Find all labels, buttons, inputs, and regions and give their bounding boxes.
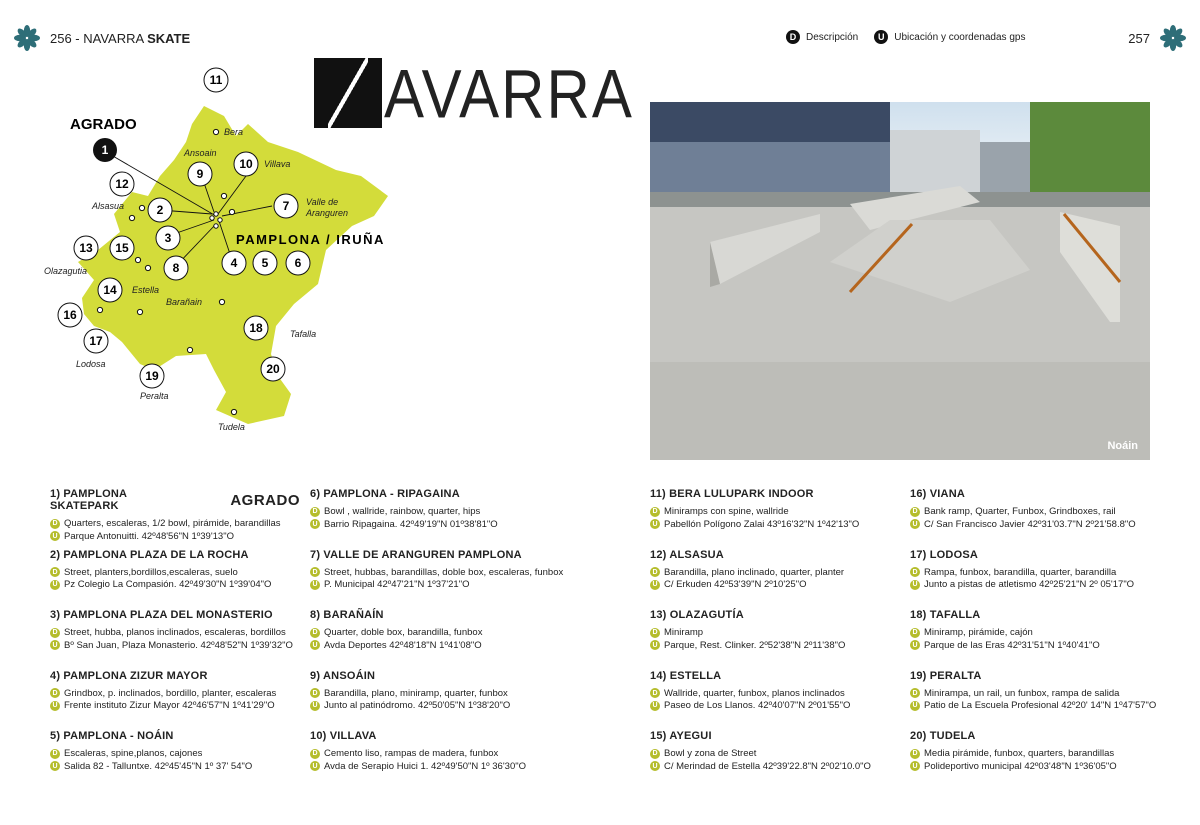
description-badge-icon: D <box>910 567 920 577</box>
location-badge-icon: U <box>650 761 660 771</box>
spot-description: D Bank ramp, Quarter, Funbox, Grindboxes, rail <box>910 506 1160 517</box>
description-badge-icon: D <box>50 519 60 529</box>
description-badge-icon: D <box>310 628 320 638</box>
spot-entry <box>310 488 560 549</box>
map-marker-9 <box>188 162 212 186</box>
asterisk-icon <box>14 25 40 51</box>
spot-entry <box>50 549 300 610</box>
spots-column-2 <box>310 488 564 791</box>
svg-text:13: 13 <box>79 241 93 255</box>
spot-location: U Paseo de Los Llanos. 42º40'07"N 2º01'55"O <box>650 700 900 711</box>
spot-location: U Polideportivo municipal 42º03'48"N 1º36'05"O <box>910 761 1160 772</box>
location-badge-icon: U <box>910 519 920 529</box>
svg-text:3: 3 <box>164 231 172 245</box>
spot-description: D Quarter, doble box, barandilla, funbox <box>310 627 560 638</box>
map-marker-16 <box>58 303 82 327</box>
spot-location: U Barrio Ripagaina. 42º49'19"N 01º38'81"O <box>310 519 560 530</box>
spot-entry <box>310 609 560 670</box>
spot-entry <box>50 609 300 670</box>
spot-entry <box>50 488 300 549</box>
page-title: AVARRA <box>314 58 634 128</box>
location-badge-icon: U <box>310 761 320 771</box>
description-badge-icon: D <box>50 749 60 759</box>
location-badge-icon: U <box>50 580 60 590</box>
spot-location: U Patio de La Escuela Profesional 42º20' 14"N 1º47'57"O <box>910 700 1160 711</box>
spot-title: 9) ANSOÁIN <box>310 669 376 682</box>
location-badge-icon: U <box>50 531 60 541</box>
map-marker-18 <box>244 316 268 340</box>
spot-description: D Street, hubbas, barandillas, doble box, escaleras, funbox <box>310 567 560 578</box>
location-badge-icon: U <box>50 761 60 771</box>
map-marker-7 <box>274 194 298 218</box>
spot-location: U Pz Colegio La Compasión. 42º49'30"N 1º39'04"O <box>50 579 300 590</box>
location-badge-icon: U <box>50 640 60 650</box>
svg-text:11: 11 <box>209 73 223 87</box>
description-badge-icon: D <box>310 688 320 698</box>
location-badge-icon: U <box>910 701 920 711</box>
spot-entry <box>50 730 300 791</box>
photo-caption: Noáin <box>1107 440 1138 452</box>
town-label: Villava <box>264 159 291 169</box>
map-marker-10 <box>234 152 258 176</box>
spots-column-4 <box>910 488 1160 791</box>
spot-entry <box>650 549 900 610</box>
spot-title: 17) LODOSA <box>910 548 979 561</box>
spot-title: 19) PERALTA <box>910 669 982 682</box>
town-label: Peralta <box>140 391 169 401</box>
town-label: Bera <box>224 127 244 137</box>
map-marker-12 <box>110 172 134 196</box>
spot-title: 18) TAFALLA <box>910 609 981 621</box>
spot-location: U Parque, Rest. Clinker. 2º52'38"N 2º11'38"O <box>650 640 900 651</box>
svg-text:1: 1 <box>101 143 109 157</box>
spot-title: 6) PAMPLONA - RIPAGAINA <box>310 488 460 500</box>
location-badge-icon: U <box>310 701 320 711</box>
spot-entry <box>650 488 900 549</box>
svg-text:6: 6 <box>294 256 302 270</box>
right-page-number: 257 <box>1128 30 1150 46</box>
town-label: Ansoain <box>184 148 217 158</box>
description-badge-icon: D <box>910 628 920 638</box>
spot-title: 15) AYEGUI <box>650 730 712 742</box>
town-label: Aranguren <box>306 208 349 218</box>
description-badge-icon: D <box>50 688 60 698</box>
description-badge-icon: D <box>50 567 60 577</box>
town-label: Alsasua <box>92 201 125 211</box>
svg-text:4: 4 <box>230 256 238 270</box>
spot-location: U Salida 82 - Talluntxe. 42º45'45"N 1º 37' 54"O <box>50 761 300 772</box>
map-marker-17 <box>84 329 108 353</box>
spots-column-3 <box>650 488 900 791</box>
spot-description: D Barandilla, plano, miniramp, quarter, funbox <box>310 688 560 699</box>
spot-location: U C/ Erkuden 42º53'39"N 2º10'25"O <box>650 579 900 590</box>
location-badge-icon: U <box>910 580 920 590</box>
spot-title: 8) BARAÑAÍN <box>310 609 384 621</box>
svg-text:2: 2 <box>156 203 164 217</box>
description-badge-icon: D <box>310 507 320 517</box>
svg-text:10: 10 <box>239 157 253 171</box>
svg-text:12: 12 <box>115 177 129 191</box>
description-badge-icon: D <box>910 749 920 759</box>
description-badge-icon: D <box>310 567 320 577</box>
spot-entry <box>910 670 1160 731</box>
description-badge-icon: D <box>650 567 660 577</box>
map-marker-6 <box>286 251 310 275</box>
left-page-header <box>14 24 190 52</box>
location-badge-icon: U <box>310 640 320 650</box>
spot-title: 1) PAMPLONA SKATEPARK AGRADO <box>50 488 300 512</box>
map-marker-19 <box>140 364 164 388</box>
town-label: Estella <box>132 285 160 295</box>
spot-title: 2) PAMPLONA PLAZA DE LA ROCHA <box>50 548 249 561</box>
capital-label: PAMPLONA / IRUÑA <box>236 232 385 247</box>
description-badge-icon: D <box>910 688 920 698</box>
spot-location: U Junto al patinódromo. 42º50'05"N 1º38'20"O <box>310 700 560 711</box>
map-marker-4 <box>222 251 246 275</box>
location-badge-icon: U <box>910 640 920 650</box>
asterisk-icon <box>1160 25 1186 51</box>
legend <box>786 30 1025 44</box>
spot-title: 13) OLAZAGUTÍA <box>650 609 744 621</box>
spot-entry <box>50 670 300 731</box>
legend-location: U Ubicación y coordenadas gps <box>874 30 1025 44</box>
spot-title: 11) BERA LULUPARK INDOOR <box>650 488 814 500</box>
spot-description: D Cemento liso, rampas de madera, funbox <box>310 748 560 759</box>
svg-text:8: 8 <box>172 261 180 275</box>
location-badge-icon: U <box>650 519 660 529</box>
map-marker-20 <box>261 357 285 381</box>
location-badge-icon: U <box>310 580 320 590</box>
spot-entry <box>650 730 900 791</box>
navarra-map <box>36 64 416 454</box>
spot-title: 4) PAMPLONA ZIZUR MAYOR <box>50 669 208 682</box>
right-page-header <box>1128 24 1186 52</box>
agrado-logo: AGRADO <box>70 116 137 133</box>
left-page-number: 256 - NAVARRA SKATE <box>50 30 191 46</box>
location-badge-icon: U <box>910 761 920 771</box>
spot-description: D Bowl y zona de Street <box>650 748 900 759</box>
skatepark-photo <box>650 102 1150 460</box>
town-label: Valle de <box>306 197 339 207</box>
map-marker-11 <box>204 68 228 92</box>
location-badge-icon: U <box>650 640 660 650</box>
spot-description: D Miniramps con spine, wallride <box>650 506 900 517</box>
description-badge-icon: D <box>650 628 660 638</box>
town-label: Tafalla <box>290 329 317 339</box>
spot-entry <box>650 670 900 731</box>
spot-description: D Media pirámide, funbox, quarters, barandillas <box>910 748 1160 759</box>
agrado-logo-inline: AGRADO <box>230 491 300 509</box>
description-badge-icon: D <box>910 507 920 517</box>
town-label: Lodosa <box>76 359 106 369</box>
location-badge-icon: U <box>50 701 60 711</box>
spot-entry <box>650 609 900 670</box>
spot-location: U Frente instituto Zizur Mayor 42º46'57"N 1º41'29"O <box>50 700 300 711</box>
spot-title: 5) PAMPLONA - NOÁIN <box>50 730 174 742</box>
map-marker-3 <box>156 226 180 250</box>
spot-entry <box>910 609 1160 670</box>
spot-location: U Junto a pistas de atletismo 42º25'21"N 2º 05'17"O <box>910 579 1160 590</box>
svg-text:19: 19 <box>145 369 159 383</box>
town-label: Olazagutia <box>44 266 88 276</box>
spot-title: 14) ESTELLA <box>650 669 722 682</box>
spot-description: D Escaleras, spine,planos, cajones <box>50 748 300 759</box>
spot-entry <box>910 730 1160 791</box>
spot-location: U Avda de Serapio Huici 1. 42º49'50"N 1º 36'30"O <box>310 761 560 772</box>
svg-text:17: 17 <box>89 334 103 348</box>
spot-entry <box>310 548 564 610</box>
spot-title: 10) VILLAVA <box>310 730 377 742</box>
description-badge-icon: D <box>650 688 660 698</box>
location-badge-icon: U <box>650 701 660 711</box>
spot-description: D Street, planters,bordillos,escaleras, suelo <box>50 567 300 578</box>
description-badge-icon: D <box>310 749 320 759</box>
spot-location: U Parque de las Eras 42º31'51"N 1º40'41"O <box>910 640 1160 651</box>
map-marker-15 <box>110 236 134 260</box>
spot-description: D Grindbox, p. inclinados, bordillo, planter, escaleras <box>50 688 300 699</box>
spot-location: U Parque Antonuitti. 42º48'56"N 1º39'13"O <box>50 531 300 542</box>
description-badge-icon: D <box>650 507 660 517</box>
spot-title: 7) VALLE DE ARANGUREN PAMPLONA <box>310 548 522 561</box>
spot-description: D Street, hubba, planos inclinados, escaleras, bordillos <box>50 627 300 638</box>
spot-entry <box>910 549 1160 610</box>
spot-title: 12) ALSASUA <box>650 548 724 561</box>
location-badge-icon: U <box>310 519 320 529</box>
svg-text:15: 15 <box>115 241 129 255</box>
spot-location: U Bº San Juan, Plaza Monasterio. 42º48'52"N 1º39'32"O <box>50 640 300 651</box>
map-marker-14 <box>98 278 122 302</box>
spot-location: U C/ Merindad de Estella 42º39'22.8"N 2º02'10.0"O <box>650 761 900 772</box>
town-label: Tudela <box>218 422 245 432</box>
description-badge-icon: D <box>650 749 660 759</box>
spot-description: D Bowl , wallride, rainbow, quarter, hips <box>310 506 560 517</box>
town-label: Barañain <box>166 297 203 307</box>
map-marker-2 <box>148 198 172 222</box>
spot-description: D Miniramp, pirámide, cajón <box>910 627 1160 638</box>
spot-description: D Minirampa, un rail, un funbox, rampa de salida <box>910 688 1160 699</box>
spot-title: 20) TUDELA <box>910 730 976 742</box>
map-marker-5 <box>253 251 277 275</box>
spot-description: D Miniramp <box>650 627 900 638</box>
spot-entry <box>310 670 560 731</box>
spot-description: D Barandilla, plano inclinado, quarter, planter <box>650 567 900 578</box>
spot-description: D Wallride, quarter, funbox, planos inclinados <box>650 688 900 699</box>
legend-description: D Descripción <box>786 30 858 44</box>
svg-text:9: 9 <box>196 167 204 181</box>
svg-text:18: 18 <box>249 321 263 335</box>
spot-description: D Quarters, escaleras, 1/2 bowl, pirámide, barandillas <box>50 518 300 529</box>
spot-location: U Avda Deportes 42º48'18"N 1º41'08"O <box>310 640 560 651</box>
svg-text:20: 20 <box>266 362 280 376</box>
spot-description: D Rampa, funbox, barandilla, quarter, barandilla <box>910 567 1160 578</box>
map-marker-13 <box>74 236 98 260</box>
svg-text:5: 5 <box>261 256 269 270</box>
map-marker-8 <box>164 256 188 280</box>
svg-text:7: 7 <box>282 199 290 213</box>
map-marker-1 <box>93 138 117 162</box>
spot-location: U Pabellón Polígono Zalai 43º16'32"N 1º42'13"O <box>650 519 900 530</box>
spot-title: 16) VIANA <box>910 488 965 500</box>
spot-entry <box>910 488 1160 549</box>
svg-text:16: 16 <box>63 308 77 322</box>
description-badge-icon: D <box>50 628 60 638</box>
location-badge-icon: U <box>650 580 660 590</box>
skatepark-illustration <box>650 102 1150 460</box>
spot-location: U C/ San Francisco Javier 42º31'03.7"N 2º21'58.8"O <box>910 519 1160 530</box>
spots-column-1 <box>50 488 300 791</box>
svg-text:14: 14 <box>103 283 117 297</box>
spot-location: U P. Municipal 42º47'21"N 1º37'21"O <box>310 579 560 590</box>
spot-title: 3) PAMPLONA PLAZA DEL MONASTERIO <box>50 609 273 621</box>
spot-entry <box>310 730 560 791</box>
